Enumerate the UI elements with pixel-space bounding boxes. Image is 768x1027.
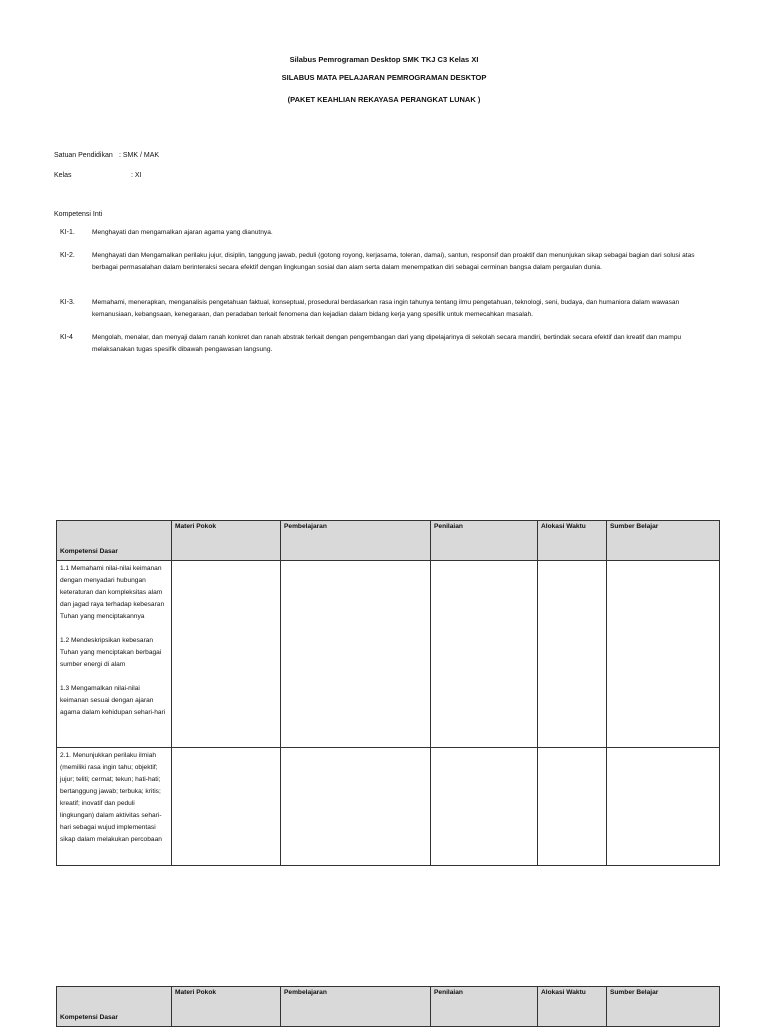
- ki-3-label: KI-3.: [60, 299, 75, 306]
- kd-2-1: 2.1. Menunjukkan perilaku ilmiah (memiliki rasa ingin tahu; objektif; jujur; teliti; cermat; tekun; hati-hati; bertanggung jawab; terbuka; kritis; kreatif; inovatif dan peduli lingkungan) dalam aktivitas sehari-hari sebagai wujud implementasi sikap dalam melakukan percobaan: [60, 752, 162, 843]
- doc-subtitle: SILABUS MATA PELAJARAN PEMROGRAMAN DESKTOP: [281, 73, 487, 82]
- header-kompetensi-dasar: Kompetensi Dasar: [57, 521, 172, 561]
- ki-1-text: Menghayati dan mengamalkan ajaran agama yang dianutnya.: [92, 229, 273, 236]
- empty-cell: [172, 561, 281, 748]
- header-sumber-belajar: Sumber Belajar: [607, 521, 720, 561]
- header-penilaian: Penilaian: [431, 521, 538, 561]
- kelas-value: : XI: [131, 172, 142, 179]
- empty-cell: [431, 561, 538, 748]
- kd-1-2: 1.2 Mendeskripsikan kebesaran Tuhan yang menciptakan berbagai sumber energi di alam: [60, 637, 162, 668]
- empty-cell: [607, 748, 720, 866]
- empty-cell: [172, 748, 281, 866]
- empty-cell: [538, 561, 607, 748]
- header-pembelajaran: Pembelajaran: [281, 987, 431, 1027]
- ki-heading: Kompetensi Inti: [54, 211, 103, 218]
- ki-4-text: Mengolah, menalar, dan menyaji dalam ranah konkret dan ranah abstrak terkait dengan pengembangan dari yang dipelajarinya di sekolah secara mandiri, bertindak secara efektif dan kreatif dan mampu melaksanakan tugas spesifik dibawah pengawasan langsung.: [92, 334, 682, 353]
- ki-2-text: Menghayati dan Mengamalkan perilaku jujur, disiplin, tanggung jawab, peduli (gotong royong, kerjasama, toleran, damai), santun, responsif dan proaktif dan menunjukan sikap sebagai bagian dari solusi atas berbagai permasalahan dalam berinteraksi secara efektif dengan lingkungan sosial dan alam serta dalam menempatkan diri sebagai cerminan bangsa dalam pergaulan dunia.: [92, 252, 695, 271]
- table-header-row: [57, 987, 720, 1027]
- kd-1-3: 1.3 Mengamalkan nilai-nilai keimanan sesuai dengan ajaran agama dalam kehidupan sehari-hari: [60, 685, 166, 716]
- header-alokasi-waktu: Alokasi Waktu: [538, 987, 607, 1027]
- empty-cell: [281, 748, 431, 866]
- header-alokasi-waktu: Alokasi Waktu: [538, 521, 607, 561]
- empty-cell: [281, 561, 431, 748]
- table-row: [57, 561, 720, 748]
- table-row: [57, 748, 720, 866]
- header-kompetensi-dasar: Kompetensi Dasar: [57, 987, 172, 1027]
- satuan-value: : SMK / MAK: [119, 152, 160, 159]
- header-penilaian: Penilaian: [431, 987, 538, 1027]
- ki-2-label: KI-2.: [60, 252, 75, 259]
- header-materi-pokok: Materi Pokok: [172, 521, 281, 561]
- ki-1-label: KI-1.: [60, 229, 75, 236]
- kd-1-1: 1.1 Memahami nilai-nilai keimanan dengan menyadari hubungan keteraturan dan kompleksitas alam dan jagad raya terhadap kebesaran Tuhan yang menciptakannya: [60, 565, 165, 620]
- syllabus-table-continued: [56, 986, 720, 1027]
- table-header-row: [57, 521, 720, 561]
- kd-cell: [57, 748, 172, 866]
- doc-program: (PAKET KEAHLIAN REKAYASA PERANGKAT LUNAK ): [287, 95, 481, 104]
- empty-cell: [538, 748, 607, 866]
- empty-cell: [431, 748, 538, 866]
- kelas-label: Kelas: [54, 172, 72, 179]
- empty-cell: [607, 561, 720, 748]
- ki-4-label: KI-4: [60, 334, 73, 341]
- header-sumber-belajar: Sumber Belajar: [607, 987, 720, 1027]
- ki-3-text: Memahami, menerapkan, menganalisis pengetahuan faktual, konseptual, prosedural berdasarkan rasa ingin tahunya tentang ilmu pengetahuan, teknologi, seni, budaya, dan humaniora dalam wawasan kemanusiaan, kebangsaan, kenegaraan, dan peradaban terkait fenomena dan kejadian dalam bidang kerja yang spesifik untuk memecahkan masalah.: [92, 299, 680, 318]
- satuan-label: Satuan Pendidikan: [54, 152, 113, 159]
- header-materi-pokok: Materi Pokok: [172, 987, 281, 1027]
- kd-cell: [57, 561, 172, 748]
- header-pembelajaran: Pembelajaran: [281, 521, 431, 561]
- syllabus-table: [56, 520, 720, 866]
- doc-title: Silabus Pemrograman Desktop SMK TKJ C3 Kelas XI: [289, 55, 479, 64]
